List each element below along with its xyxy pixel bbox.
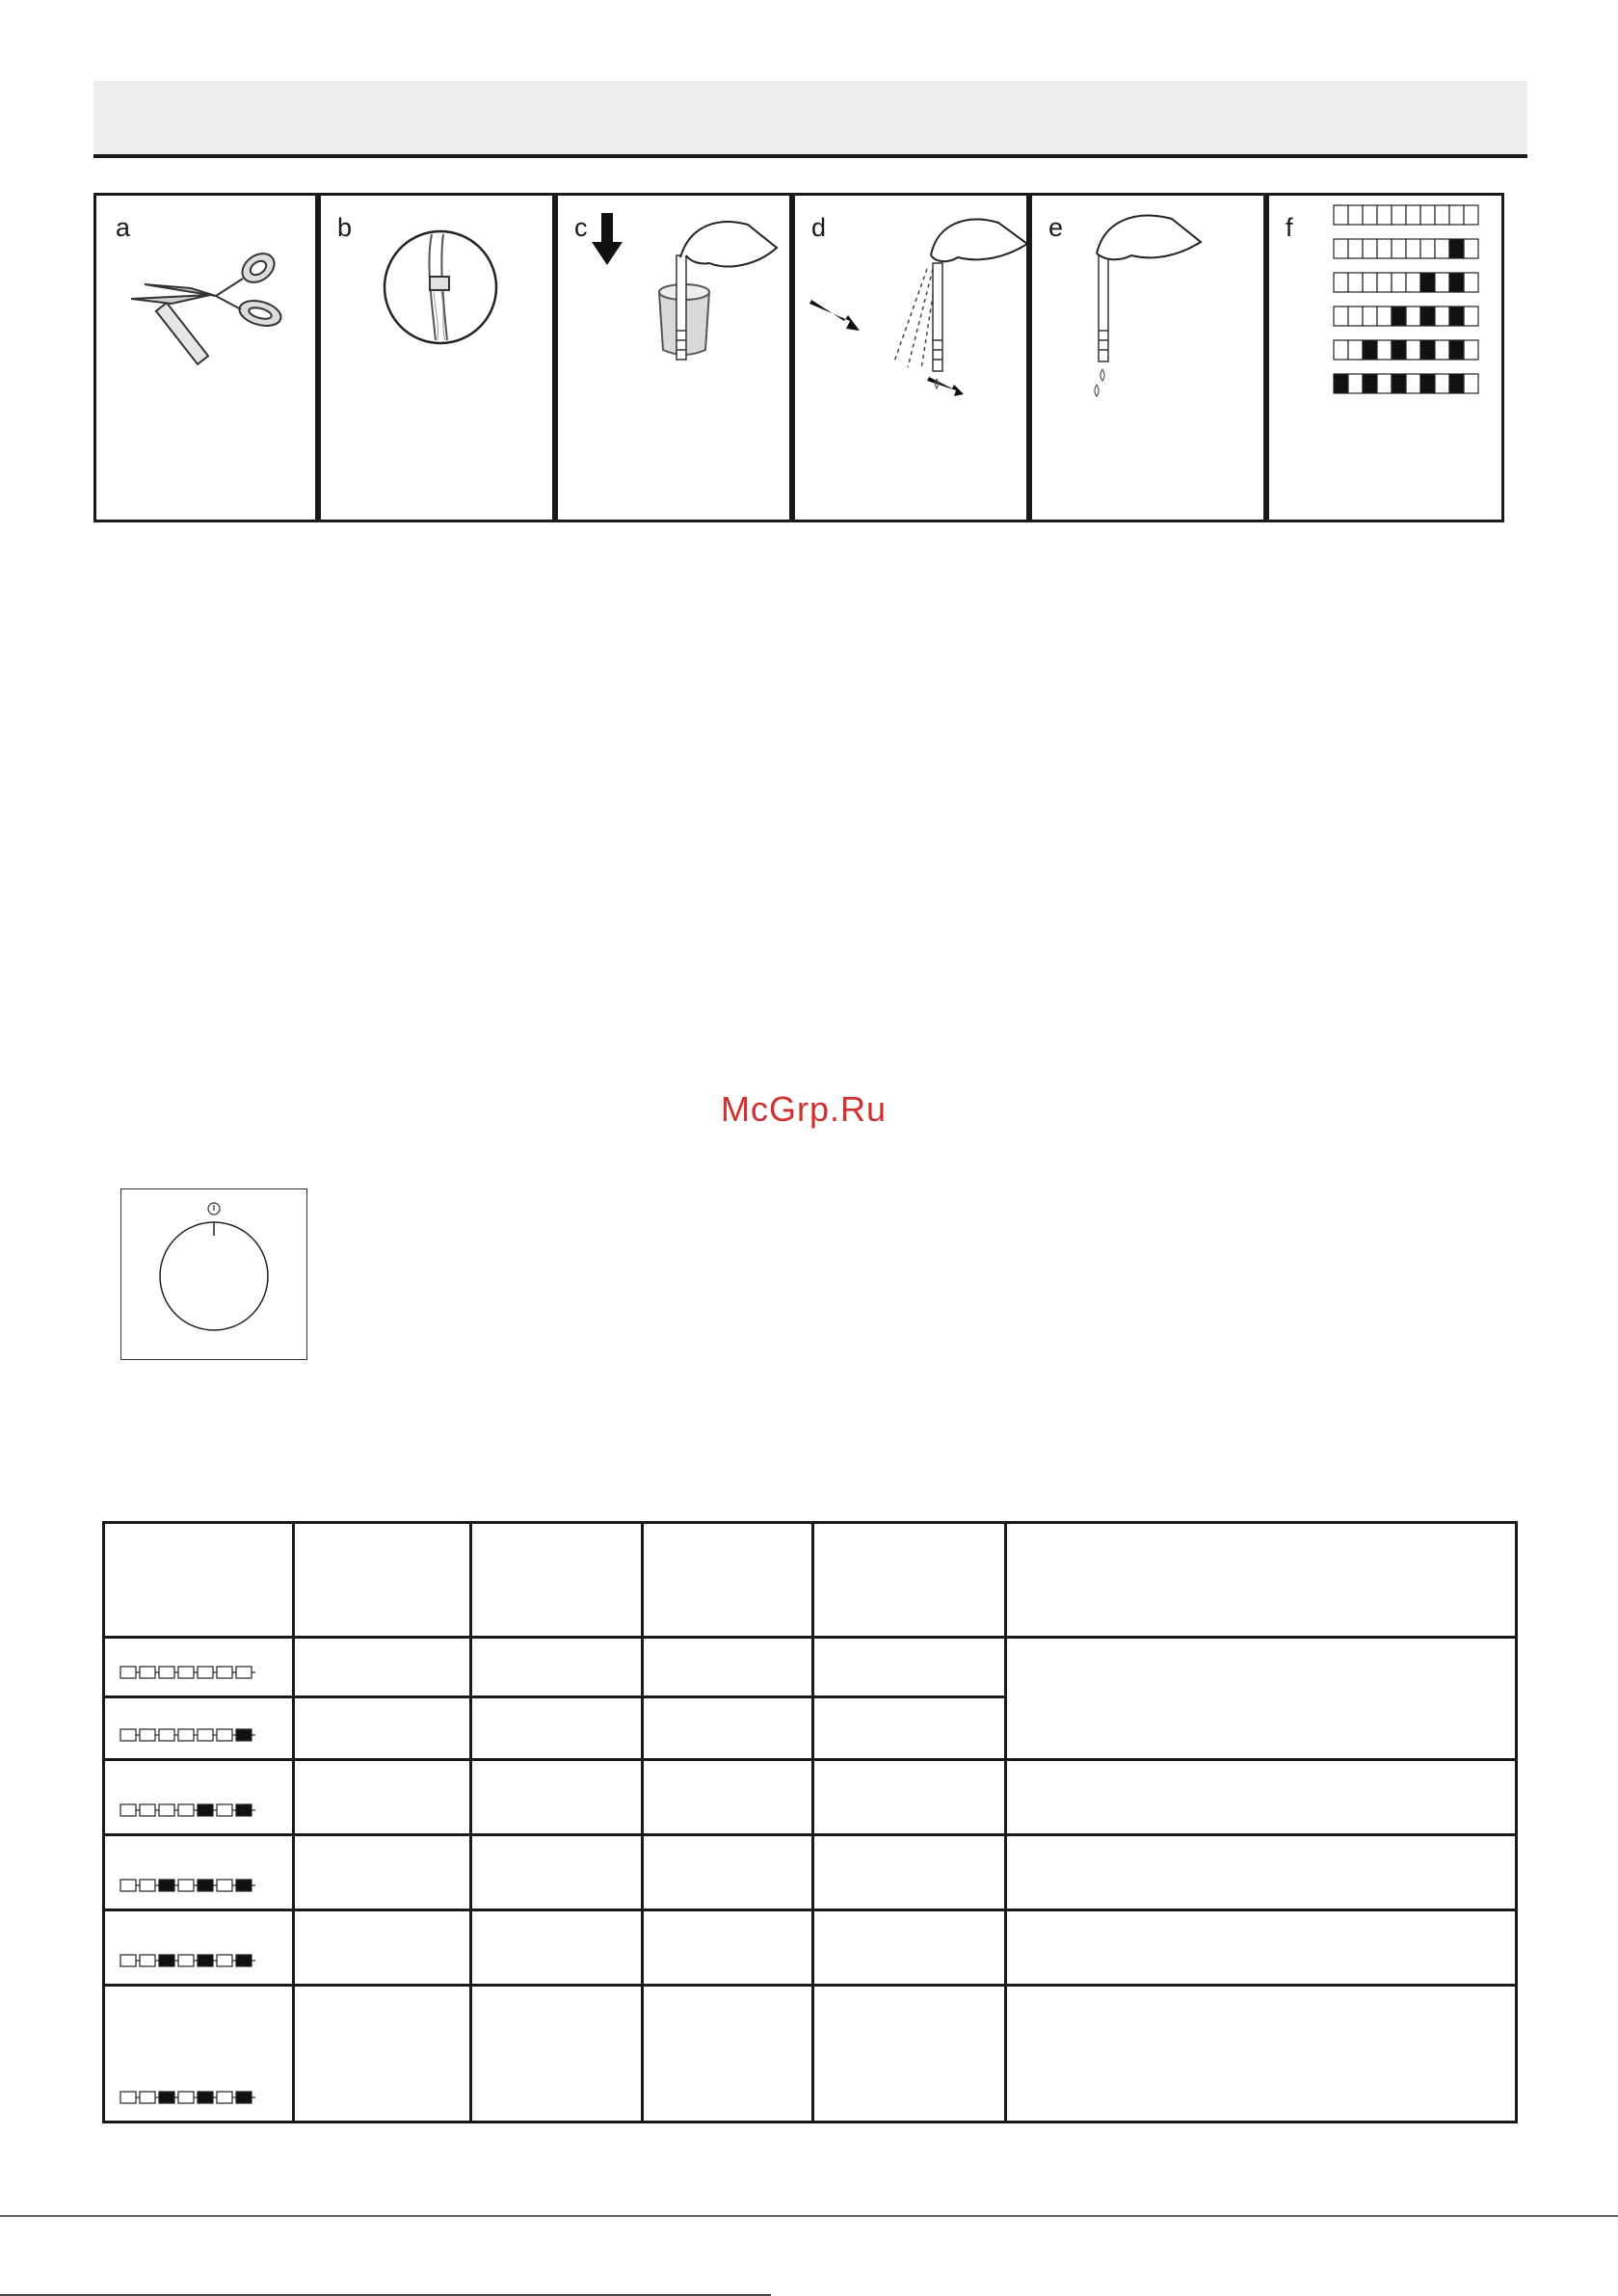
test-strip-5-icon [117,2088,271,2107]
table-cell [813,1638,1006,1697]
strip-pad-light [178,2092,194,2103]
strip-pad-light [140,1729,155,1741]
strip-cell [104,1638,294,1697]
table-cell [643,1986,813,2122]
header-cell [813,1523,1006,1638]
table-cell [1006,1835,1517,1910]
scale-cell-light [1334,205,1348,225]
strip-pad-light [159,1729,174,1741]
header-cell [643,1523,813,1638]
scale-cell-dark [1449,374,1464,393]
step-letter: b [337,213,353,242]
scale-cell-light [1348,205,1363,225]
strip-pad-light [217,1729,232,1741]
strip-pad-light [140,1880,155,1891]
scale-cell-light [1406,273,1420,292]
scale-cell-light [1363,273,1377,292]
header-cell [104,1523,294,1638]
strip-pad-light [140,2092,155,2103]
step-letter: f [1286,213,1293,242]
scale-cell-light [1464,205,1478,225]
scale-cell-light [1406,205,1420,225]
strip-pad-dark [159,2092,174,2103]
strip-pad-light [120,1804,136,1816]
scale-cell-light [1348,273,1363,292]
table-cell [294,1910,471,1986]
footer-rule [0,2215,1618,2217]
strip-pad-light [217,1804,232,1816]
strip-pad-light [140,1667,155,1678]
watermark: McGrp.Ru [721,1089,888,1129]
header-cell [471,1523,643,1638]
strip-pad-light [120,1955,136,1966]
scale-cell-light [1334,307,1348,326]
scale-cell-light [1435,340,1449,360]
strip-dip-into-glass-icon [555,196,792,520]
scale-cell-light [1435,307,1449,326]
test-strip-4-icon [117,1951,271,1970]
strip-pad-light [178,1667,194,1678]
scale-cell-light [1420,205,1435,225]
table-cell [813,1910,1006,1986]
hold-strip-dripping-icon [1029,196,1266,520]
strip-pad-light [120,1880,136,1891]
table-cell [471,1697,643,1760]
scale-cell-light [1377,205,1392,225]
step-letter: c [574,213,588,242]
table-row [104,1835,1517,1910]
scale-cell-light [1420,239,1435,258]
table-row [104,1638,1517,1697]
step-d [789,193,1032,522]
instruction-steps [93,193,1529,522]
scale-cell-dark [1363,340,1377,360]
scale-cell-dark [1449,273,1464,292]
table-cell [1006,1760,1517,1835]
header-band [93,81,1527,154]
scale-cell-light [1464,374,1478,393]
strip-pad-light [178,1880,194,1891]
scale-cell-dark [1363,374,1377,393]
dial-illustration [120,1188,307,1360]
strip-pad-dark [236,1955,252,1966]
scale-cell-light [1363,205,1377,225]
scale-cell-light [1348,239,1363,258]
test-strip-3-icon [117,1876,271,1895]
scale-cell-light [1348,340,1363,360]
power-dial-icon [121,1189,306,1359]
scale-cell-dark [1334,374,1348,393]
scale-cell-light [1392,239,1406,258]
table-cell [643,1760,813,1835]
scale-cell-dark [1449,340,1464,360]
scissors-cutting-strip-icon [96,196,318,520]
scale-cell-light [1406,374,1420,393]
table-cell [1006,1910,1517,1986]
strip-pad-light [159,1804,174,1816]
scale-cell-light [1435,273,1449,292]
strip-pad-light [198,1667,213,1678]
strip-pad-dark [236,2092,252,2103]
scale-cell-light [1406,307,1420,326]
scale-cell-dark [1449,239,1464,258]
strip-pad-light [140,1955,155,1966]
strip-pad-light [120,2092,136,2103]
scale-cell-light [1377,273,1392,292]
strip-pad-dark [198,2092,213,2103]
test-strip-1-icon [117,1725,271,1745]
table-cell [643,1910,813,1986]
table-cell [294,1760,471,1835]
table-cell [643,1835,813,1910]
step-letter: a [116,213,131,242]
strip-pad-dark [236,1880,252,1891]
scale-cell-light [1406,239,1420,258]
strip-cell [104,1986,294,2122]
scale-cell-light [1464,273,1478,292]
strip-pad-light [217,2092,232,2103]
table-cell [471,1835,643,1910]
scale-cell-light [1363,239,1377,258]
step-letter: d [811,213,827,242]
scale-cell-light [1406,340,1420,360]
scale-cell-dark [1392,340,1406,360]
hardness-scale-icon [1266,196,1501,520]
table-cell [1006,1986,1517,2122]
scale-cell-light [1464,239,1478,258]
strip-cell [104,1760,294,1835]
test-strip-0-icon [117,1663,271,1682]
table-header-row [104,1523,1517,1638]
scale-cell-light [1435,374,1449,393]
strip-pad-light [217,1667,232,1678]
scale-cell-dark [1392,307,1406,326]
step-b [315,193,558,522]
strip-cell [104,1835,294,1910]
table-cell [813,1760,1006,1835]
scale-cell-light [1334,340,1348,360]
table-cell [471,1638,643,1697]
step-letter: e [1048,213,1064,242]
header-cell [294,1523,471,1638]
step-c [552,193,795,522]
strip-pad-dark [159,1880,174,1891]
table-cell [1006,1638,1517,1760]
table-row [104,1986,1517,2122]
scale-cell-dark [1420,340,1435,360]
header-rule [93,154,1527,158]
strip-pad-dark [198,1955,213,1966]
step-a [93,193,321,522]
strip-pad-light [236,1667,252,1678]
test-strip-2-icon [117,1801,271,1820]
table-cell [471,1760,643,1835]
strip-pad-dark [236,1729,252,1741]
scale-cell-dark [1449,307,1464,326]
scale-cell-light [1392,273,1406,292]
strip-pad-light [217,1880,232,1891]
scale-cell-light [1334,273,1348,292]
table-cell [471,1986,643,2122]
table-row [104,1760,1517,1835]
tap-water-icon [318,196,555,520]
scale-cell-light [1464,307,1478,326]
strip-pad-dark [198,1804,213,1816]
scale-cell-light [1464,340,1478,360]
table-cell [294,1835,471,1910]
strip-cell [104,1910,294,1986]
strip-pad-dark [159,1955,174,1966]
strip-pad-light [178,1729,194,1741]
table-cell [294,1638,471,1697]
scale-cell-light [1449,205,1464,225]
table-row [104,1910,1517,1986]
scale-cell-light [1377,374,1392,393]
scale-cell-light [1348,307,1363,326]
table-cell [471,1910,643,1986]
table-cell [294,1697,471,1760]
table-cell [643,1638,813,1697]
scale-cell-light [1363,307,1377,326]
table-cell [813,1697,1006,1760]
step-e [1026,193,1269,522]
table-cell [813,1986,1006,2122]
scale-cell-light [1377,239,1392,258]
table-cell [643,1697,813,1760]
scale-cell-dark [1420,374,1435,393]
scale-cell-light [1377,340,1392,360]
strip-cell [104,1697,294,1760]
table-cell [294,1986,471,2122]
strip-pad-light [120,1729,136,1741]
scale-cell-light [1435,239,1449,258]
step-f [1263,193,1504,522]
strip-pad-light [120,1667,136,1678]
hardness-table [102,1521,1518,2123]
strip-pad-light [159,1667,174,1678]
scale-cell-light [1348,374,1363,393]
scale-cell-light [1334,239,1348,258]
table-cell [813,1835,1006,1910]
scale-cell-light [1377,307,1392,326]
scale-cell-light [1392,205,1406,225]
strip-pad-light [217,1955,232,1966]
strip-pad-light [178,1955,194,1966]
strip-pad-dark [236,1804,252,1816]
scale-cell-dark [1420,273,1435,292]
scale-cell-dark [1420,307,1435,326]
shake-strip-icon [792,196,1029,520]
strip-pad-dark [198,1880,213,1891]
strip-pad-light [198,1729,213,1741]
header-cell [1006,1523,1517,1638]
scale-cell-light [1435,205,1449,225]
strip-pad-light [140,1804,155,1816]
scale-cell-dark [1392,374,1406,393]
strip-pad-light [178,1804,194,1816]
